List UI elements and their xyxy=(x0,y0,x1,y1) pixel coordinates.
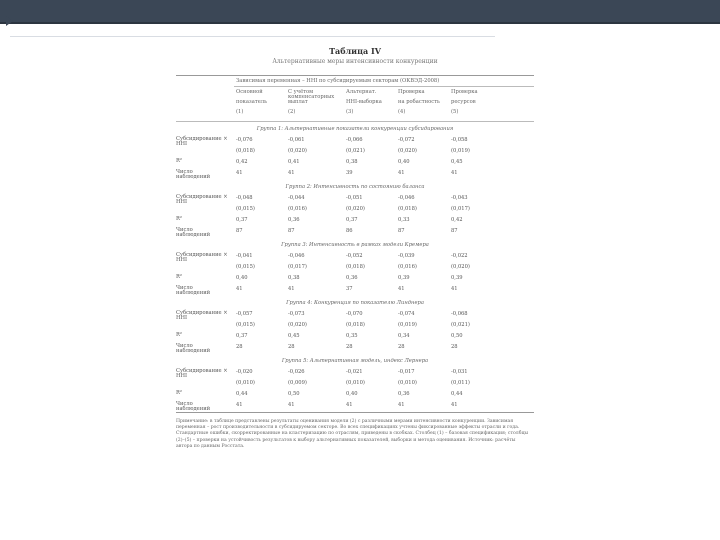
table-cell: (0,017) xyxy=(451,206,470,212)
column-header-label: Проверка xyxy=(398,89,425,95)
table-cell: -0,058 xyxy=(451,137,468,143)
panel-header: Зависимая переменная – HHI по субсидируемым секторам (ОКВЭД-2008) xyxy=(236,78,440,84)
table-cell: -0,043 xyxy=(451,195,468,201)
table-cell: -0,068 xyxy=(451,311,468,317)
table-cell: (0,021) xyxy=(451,322,470,328)
row-label: Число наблюдений xyxy=(176,285,211,296)
section-title: Группа 5: Альтернативная модель, индекс Лернера xyxy=(281,358,429,364)
table-cell: 28 xyxy=(346,344,353,350)
row-label: R² xyxy=(176,332,182,338)
table-cell: 41 xyxy=(288,170,295,176)
table-cell: 28 xyxy=(451,344,458,350)
table-cell: (0,015) xyxy=(236,206,255,212)
table-row xyxy=(176,343,534,354)
table-cell: 41 xyxy=(236,402,243,408)
row-label: Субсидирование × HHI xyxy=(176,194,228,205)
column-header-label: Проверка xyxy=(451,89,478,95)
table-cell: -0,061 xyxy=(288,137,305,143)
table-cell: 0,44 xyxy=(451,391,463,397)
table-cell: -0,052 xyxy=(346,253,363,259)
table-cell: -0,076 xyxy=(236,137,253,143)
document-page xyxy=(176,44,534,520)
column-header-row xyxy=(176,87,534,121)
row-label: R² xyxy=(176,216,182,222)
table-cell: (0,018) xyxy=(346,264,365,270)
table-cell: (0,018) xyxy=(398,206,417,212)
table-cell: (0,020) xyxy=(346,206,365,212)
table-cell: 0,38 xyxy=(288,275,300,281)
section-title: Группа 1: Альтернативные показатели конкуренции субсидирования xyxy=(256,126,454,132)
table-cell: 0,36 xyxy=(346,275,358,281)
table-cell: 41 xyxy=(451,286,458,292)
table-cell: (0,019) xyxy=(451,148,470,154)
column-header-sub: HHI-выборка xyxy=(346,99,382,105)
table-cell: (0,018) xyxy=(236,148,255,154)
table-row xyxy=(176,169,534,180)
table-row xyxy=(176,379,534,390)
table-cell: 39 xyxy=(346,170,353,176)
column-header-sub: показатель xyxy=(236,99,267,105)
table-cell: -0,044 xyxy=(288,195,305,201)
table-row xyxy=(176,274,534,285)
column-header-label: Основной xyxy=(236,89,263,95)
table-cell: 0,33 xyxy=(398,217,410,223)
table-cell: -0,046 xyxy=(398,195,415,201)
column-header-sub: ресурсов xyxy=(451,99,476,105)
table-cell: -0,031 xyxy=(451,369,468,375)
table-cell: -0,048 xyxy=(236,195,253,201)
table-cell: 37 xyxy=(346,286,353,292)
table-cell: 41 xyxy=(398,286,405,292)
table-cell: -0,046 xyxy=(288,253,305,259)
table-cell: 41 xyxy=(236,170,243,176)
section-title: Группа 2: Интенсивность по состоянию баланса xyxy=(285,184,425,190)
table-cell: 41 xyxy=(346,402,353,408)
table-bottom-rule xyxy=(176,412,534,413)
table-cell: 0,42 xyxy=(451,217,463,223)
table-cell: 0,36 xyxy=(398,391,410,397)
table-row xyxy=(176,285,534,296)
row-label: Субсидирование × HHI xyxy=(176,310,228,321)
table-cell: 0,44 xyxy=(236,391,248,397)
section-title: Группа 4: Конкуренция по показателю Линднера xyxy=(286,300,424,306)
table-cell: (0,020) xyxy=(451,264,470,270)
table-cell: (0,011) xyxy=(451,380,470,386)
table-body xyxy=(176,122,534,412)
table-cell: -0,026 xyxy=(288,369,305,375)
table-cell: (0,015) xyxy=(236,322,255,328)
table-row xyxy=(176,321,534,332)
table-cell: (0,010) xyxy=(398,380,417,386)
table-cell: 28 xyxy=(288,344,295,350)
table-cell: 0,39 xyxy=(398,275,410,281)
table-cell: -0,022 xyxy=(451,253,468,259)
table-cell: 87 xyxy=(451,228,458,234)
table-cell: 0,35 xyxy=(346,333,358,339)
table-cell: (0,018) xyxy=(346,322,365,328)
divider-line-short xyxy=(430,36,495,37)
banner-arrow-icon xyxy=(6,16,13,26)
table-cell: 87 xyxy=(288,228,295,234)
row-label: R² xyxy=(176,390,182,396)
table-cell: (0,009) xyxy=(288,380,307,386)
table-row xyxy=(176,227,534,238)
table-cell: 41 xyxy=(451,170,458,176)
row-label: Число наблюдений xyxy=(176,401,211,412)
table-cell: 0,38 xyxy=(346,159,358,165)
row-label: Число наблюдений xyxy=(176,169,211,180)
table-cell: 0,37 xyxy=(236,217,248,223)
table-row xyxy=(176,147,534,158)
table-cell: 0,37 xyxy=(236,333,248,339)
table-cell: -0,021 xyxy=(346,369,363,375)
table-cell: -0,020 xyxy=(236,369,253,375)
table-row xyxy=(176,390,534,401)
table-row xyxy=(176,136,534,147)
top-banner xyxy=(0,0,720,24)
table-cell: 87 xyxy=(398,228,405,234)
table-cell: (0,016) xyxy=(398,264,417,270)
section-title: Группа 3: Интенсивность в рамках модели Кремера xyxy=(281,242,429,248)
table-subtitle: Альтернативные меры интенсивности конкуренции xyxy=(272,58,438,65)
column-header-num: (5) xyxy=(451,109,459,115)
table-cell: 28 xyxy=(236,344,243,350)
table-row xyxy=(176,216,534,227)
divider-line xyxy=(10,36,430,37)
row-label: Число наблюдений xyxy=(176,227,211,238)
row-label: R² xyxy=(176,274,182,280)
table-cell: (0,021) xyxy=(346,148,365,154)
table-cell: 41 xyxy=(398,170,405,176)
table-cell: 0,40 xyxy=(346,391,358,397)
table-cell: 0,40 xyxy=(398,159,410,165)
table-cell: 0,36 xyxy=(288,217,300,223)
table-cell: -0,073 xyxy=(288,311,305,317)
table-cell: -0,072 xyxy=(398,137,415,143)
column-header-label: С учётом компенсаторных xyxy=(288,89,335,100)
table-row xyxy=(176,332,534,343)
row-label: Число наблюдений xyxy=(176,343,211,354)
table-cell: 0,37 xyxy=(346,217,358,223)
column-header-num: (1) xyxy=(236,109,244,115)
table-cell: (0,017) xyxy=(288,264,307,270)
table-cell: 0,42 xyxy=(236,159,248,165)
table-cell: 0,39 xyxy=(451,275,463,281)
table-cell: 41 xyxy=(288,402,295,408)
table-cell: 0,45 xyxy=(451,159,463,165)
table-cell: -0,041 xyxy=(236,253,253,259)
table-cell: 0,50 xyxy=(451,333,463,339)
table-cell: -0,039 xyxy=(398,253,415,259)
column-header-label: Альтернат. xyxy=(346,89,377,95)
table-cell: -0,051 xyxy=(346,195,363,201)
row-label: Субсидирование × HHI xyxy=(176,252,228,263)
table-cell: 41 xyxy=(236,286,243,292)
table-cell: 87 xyxy=(236,228,243,234)
table-cell: -0,074 xyxy=(398,311,415,317)
table-cell: -0,070 xyxy=(346,311,363,317)
column-header-num: (4) xyxy=(398,109,406,115)
row-label: Субсидирование × HHI xyxy=(176,136,228,147)
table-row xyxy=(176,252,534,263)
table-cell: (0,020) xyxy=(398,148,417,154)
table-title: Таблица IV xyxy=(329,46,381,56)
table-cell: 28 xyxy=(398,344,405,350)
table-row xyxy=(176,205,534,216)
table-cell: (0,019) xyxy=(398,322,417,328)
row-label: Субсидирование × HHI xyxy=(176,368,228,379)
table-cell: 86 xyxy=(346,228,353,234)
table-row xyxy=(176,194,534,205)
column-header-sub: выплат xyxy=(288,99,308,105)
row-label: R² xyxy=(176,158,182,164)
table-row xyxy=(176,263,534,274)
table-cell: 0,50 xyxy=(288,391,300,397)
table-cell: 41 xyxy=(398,402,405,408)
table-cell: -0,057 xyxy=(236,311,253,317)
table-row xyxy=(176,368,534,379)
table-cell: 0,34 xyxy=(398,333,410,339)
column-header-num: (3) xyxy=(346,109,354,115)
column-header-sub: на робастность xyxy=(398,99,440,105)
table-cell: (0,015) xyxy=(236,264,255,270)
table-cell: (0,020) xyxy=(288,322,307,328)
table-cell: 0,40 xyxy=(236,275,248,281)
table-row xyxy=(176,310,534,321)
table-cell: 41 xyxy=(451,402,458,408)
table-cell: 0,41 xyxy=(288,159,300,165)
table-cell: -0,066 xyxy=(346,137,363,143)
table-cell: (0,010) xyxy=(236,380,255,386)
table-cell: 0,45 xyxy=(288,333,300,339)
column-header-num: (2) xyxy=(288,109,296,115)
table-cell: (0,016) xyxy=(288,206,307,212)
table-notes: Примечание: в таблице представлены результаты оценивания модели (2) с различными мерами интенсивности конкуренции. Зависимая переменная – рост производительности в субсидируемом секторе. Во всех спецификациях учтены фиксированные эффекты отрасли и года. Стандартные ошибки, скорректированные на кластеризацию по отраслям, приведены в скобках. Столбец (1) – базовая спецификация; столбцы (2)–(5) – проверки на устойчивость результатов к выбору альтернативных показателей, выборки и метода оценивания. Источник: расчёты автора по данным Росстата. xyxy=(176,419,529,449)
table-row xyxy=(176,401,534,412)
table-cell: (0,010) xyxy=(346,380,365,386)
table-row xyxy=(176,158,534,169)
table-cell: 41 xyxy=(288,286,295,292)
table-cell: (0,020) xyxy=(288,148,307,154)
table-cell: -0,017 xyxy=(398,369,415,375)
